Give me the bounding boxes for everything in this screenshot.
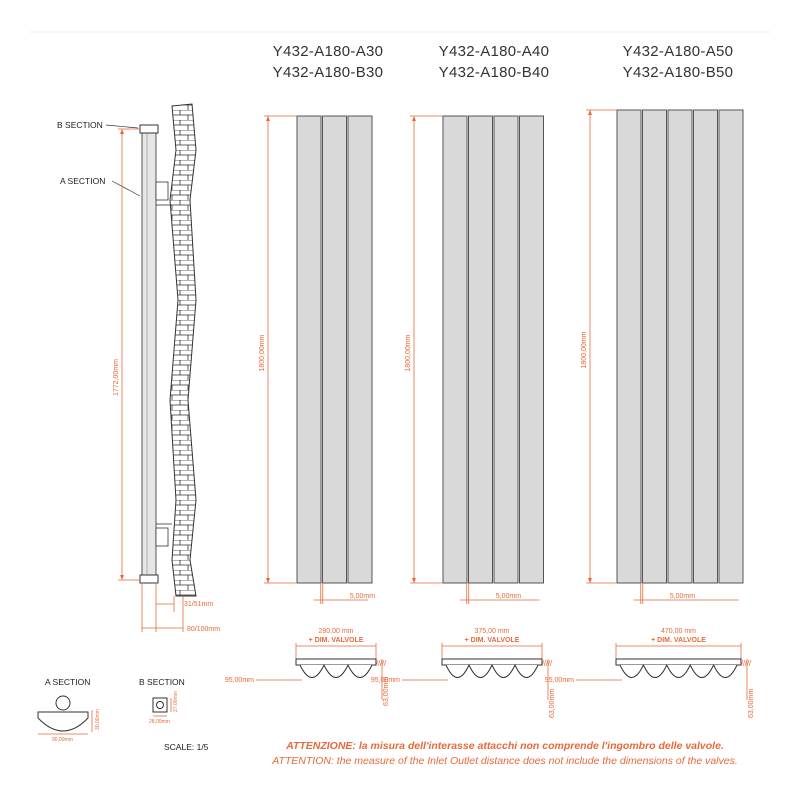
a-section-height-dim: 30,00mm — [95, 709, 101, 730]
brick-wall — [170, 104, 196, 596]
radiator-column — [348, 116, 372, 583]
section-profile — [446, 665, 538, 678]
model-code-a: Y432-A180-A50 — [622, 43, 734, 60]
radiator-column — [719, 110, 743, 583]
width-dim: 280,00 mm — [318, 628, 354, 635]
depth-dim: 63,00mm — [748, 688, 755, 718]
radiator-column — [297, 116, 321, 583]
radiator-column — [494, 116, 518, 583]
model-2 — [371, 43, 556, 718]
gap-dim: 5,00mm — [495, 593, 522, 600]
a-section-leader — [112, 181, 140, 196]
side-depth-small-dim: 31/51mm — [184, 601, 214, 608]
radiator-column — [668, 110, 692, 583]
model-code-b: Y432-A180-B50 — [622, 64, 734, 81]
side-bottom-cap — [140, 575, 158, 583]
depth-dim: 63,00mm — [383, 676, 390, 706]
side-radiator-body — [142, 125, 156, 582]
b-section-width-dim: 28,00mm — [149, 719, 170, 725]
gap-dim: 5,00mm — [669, 593, 696, 600]
offset-dim: 95,00mm — [370, 677, 400, 684]
b-section-label: B SECTION — [57, 120, 103, 130]
section-top-bar — [296, 659, 376, 665]
b-section-detail — [153, 698, 171, 716]
model-code-a: Y432-A180-A40 — [438, 43, 550, 60]
model-code-b: Y432-A180-B40 — [438, 64, 550, 81]
section-top-bar — [616, 659, 741, 665]
b-section-leader — [106, 125, 138, 128]
model-3 — [545, 43, 755, 718]
valves-label: + DIM. VALVOLE — [464, 637, 520, 644]
depth-dim: 63,00mm — [549, 688, 556, 718]
note-italian: ATTENZIONE: la misura dell'interasse attacchi non comprende l'ingombro delle valvole. — [286, 740, 724, 752]
radiator-column — [443, 116, 467, 583]
valves-label: + DIM. VALVOLE — [651, 637, 706, 644]
a-section-label: A SECTION — [60, 176, 106, 186]
height-dim: 1800,00mm — [581, 331, 588, 369]
side-depth-total-dim: 80/100mm — [187, 626, 221, 633]
model-front-views — [225, 43, 755, 718]
bottom-bracket — [156, 528, 168, 546]
side-height-dim: 1772,00mm — [113, 359, 120, 396]
radiator-column — [617, 110, 641, 583]
b-section-title: B SECTION — [139, 677, 185, 687]
scale-label: SCALE: 1/5 — [164, 742, 209, 752]
height-dim: 1800,00mm — [259, 334, 266, 372]
section-profile — [620, 665, 737, 678]
side-top-cap — [140, 125, 158, 133]
radiator-column — [323, 116, 347, 583]
height-dim: 1800,00mm — [405, 334, 412, 372]
width-dim: 375,00 mm — [474, 628, 510, 635]
radiator-column — [694, 110, 718, 583]
b-section-height-dim: 27,00mm — [173, 691, 179, 712]
a-section-detail — [38, 696, 92, 734]
radiator-column — [469, 116, 493, 583]
offset-dim: 95,00mm — [224, 677, 254, 684]
model-code-b: Y432-A180-B30 — [272, 64, 384, 81]
a-section-title: A SECTION — [45, 677, 91, 687]
model-1 — [225, 43, 390, 706]
valves-label: + DIM. VALVOLE — [308, 637, 364, 644]
radiator-column — [520, 116, 544, 583]
width-dim: 470,00 mm — [660, 628, 697, 635]
note-english: ATTENTION: the measure of the Inlet Outlet distance does not include the dimensions of the valves. — [272, 755, 738, 767]
a-section-width-dim: 90,00mm — [52, 737, 73, 743]
radiator-column — [643, 110, 667, 583]
top-bracket — [156, 182, 168, 200]
section-profile — [300, 665, 372, 678]
offset-dim: 95,00mm — [544, 677, 574, 684]
model-code-a: Y432-A180-A30 — [272, 43, 384, 60]
gap-dim: 5,00mm — [349, 593, 376, 600]
